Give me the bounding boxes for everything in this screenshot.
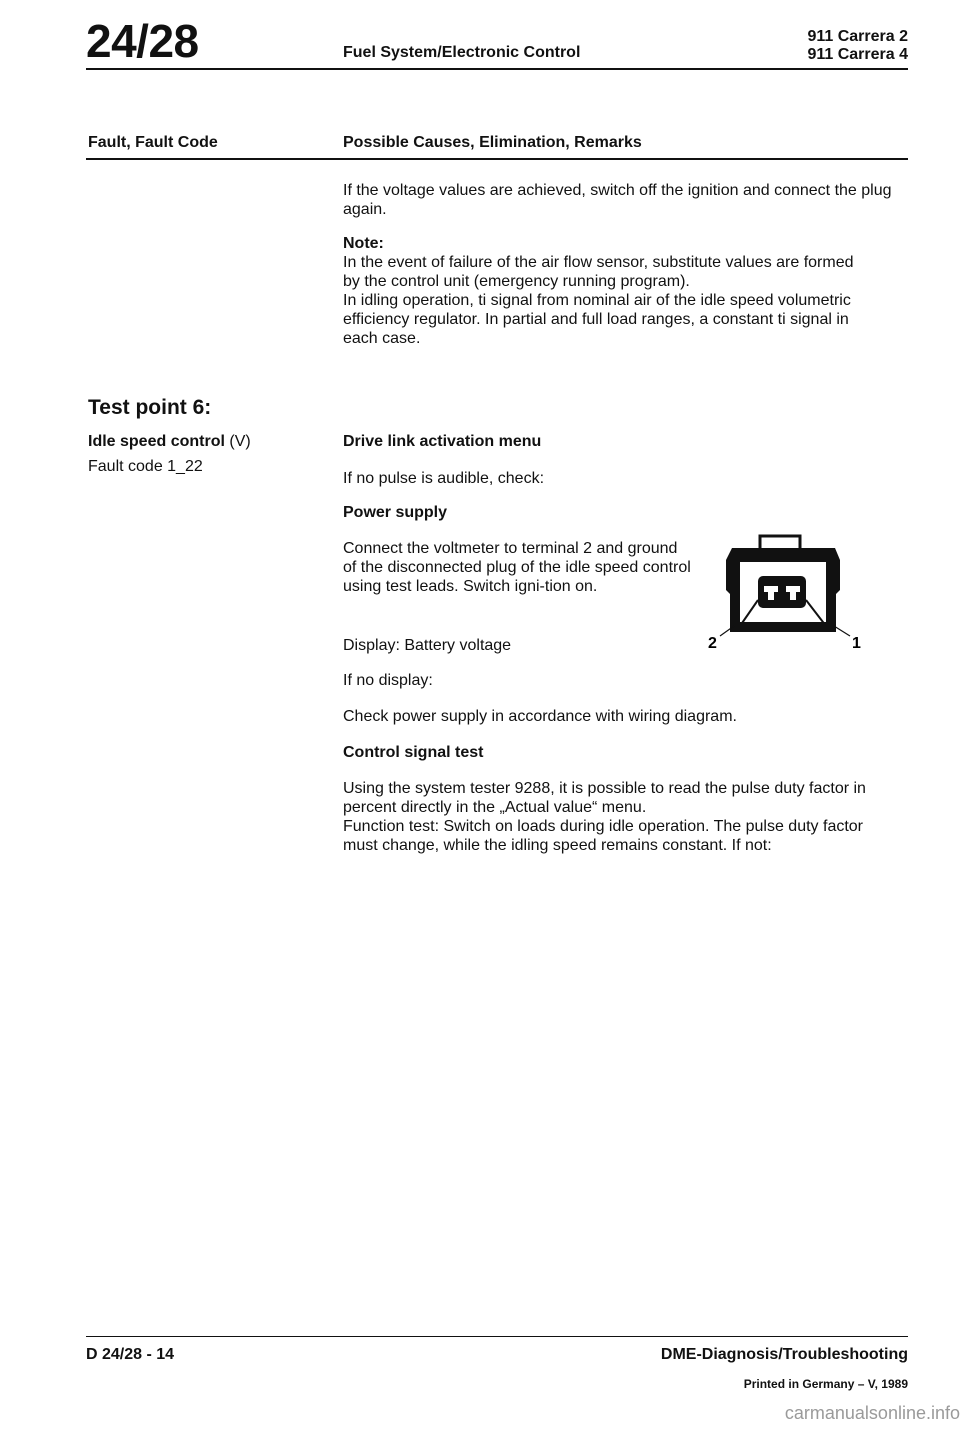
control-signal-paragraph-2: Function test: Switch on loads during idle operation. The pulse duty factor must change, while the idling speed remains constant. If not: [343, 818, 864, 854]
fault-code: Fault code 1_22 [88, 458, 203, 475]
right-column-heading: Possible Causes, Elimination, Remarks [343, 134, 642, 151]
note-paragraph-2: In idling operation, ti signal from nominal air of the idle speed volumetric efficiency regulator. In partial and full load ranges, a constant ti signal in each case. [343, 292, 851, 347]
no-pulse-text: If no pulse is audible, check: [343, 470, 545, 487]
plug-base [730, 622, 836, 632]
footer-rule [86, 1336, 908, 1337]
leader-pin-1 [834, 626, 850, 636]
test-point-subject-line [88, 432, 318, 451]
model-list [780, 28, 908, 64]
note-paragraph-1: In the event of failure of the air flow sensor, substitute values are formed by the control unit (emergency running program). [343, 254, 854, 290]
left-column-heading: Fault, Fault Code [88, 134, 218, 151]
display-text: Display: Battery voltage [343, 637, 512, 654]
connector-plug-diagram [700, 530, 870, 655]
header-rule [86, 68, 908, 70]
model-2: 911 Carrera 4 [807, 46, 908, 63]
test-point-unit: (V) [229, 433, 251, 450]
test-point-title: Test point 6: [88, 396, 212, 419]
pin-label-2: 2 [708, 635, 717, 652]
power-supply-heading: Power supply [343, 504, 448, 521]
pin-label-1: 1 [852, 635, 861, 652]
footer-printed: Printed in Germany – V, 1989 [743, 1377, 908, 1391]
footer-page-ref: D 24/28 - 14 [86, 1346, 175, 1363]
watermark-text: carmanualsonline.info [784, 1403, 960, 1423]
column-heading-rule [86, 158, 908, 160]
terminal-1-pin [790, 586, 796, 600]
section-title: Fuel System/Electronic Control [343, 44, 581, 61]
control-signal-paragraph-1: Using the system tester 9288, it is possible to read the pulse duty factor in percent directly in the „Actual value“ menu. [343, 780, 866, 816]
check-power-text: Check power supply in accordance with wiring diagram. [343, 708, 737, 725]
note-label: Note: [343, 235, 384, 252]
test-point-subject: Idle speed control [88, 433, 225, 450]
terminal-2-pin [768, 586, 774, 600]
footer-section: DME-Diagnosis/Troubleshooting [660, 1346, 908, 1363]
plug-latch [760, 536, 800, 550]
drive-link-heading: Drive link activation menu [343, 433, 542, 450]
model-1: 911 Carrera 2 [807, 28, 908, 45]
control-signal-heading: Control signal test [343, 744, 484, 761]
paragraph-voltage-achieved: If the voltage values are achieved, switch off the ignition and connect the plug again. [343, 182, 892, 218]
no-display-text: If no display: [343, 672, 433, 689]
power-supply-text: Connect the voltmeter to terminal 2 and ground of the disconnected plug of the idle speed control using test leads. Switch igni-tion on. [343, 540, 691, 595]
page-number: 24/28 [86, 15, 199, 67]
